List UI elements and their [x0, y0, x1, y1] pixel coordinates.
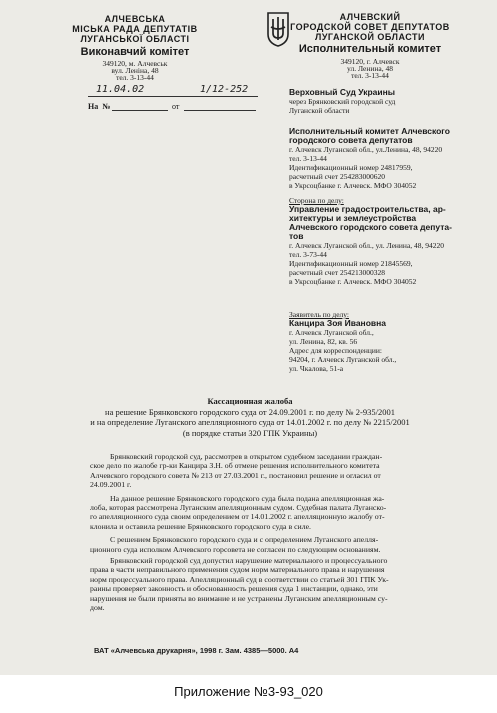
body-p4-line3: норм процессуального права. Апелляционный суд в соответствии со статьей 301 ГПК Ук- [90, 574, 389, 584]
complaint-title [20, 396, 480, 438]
party-name-3: Алчевского городского совета депута- [289, 222, 452, 232]
claimant-name: Канцира Зоя Ивановна [289, 318, 386, 328]
body-p3-line2: ционного суда исполком Алчевского горсовета не согласен по следующим основаниям. [90, 544, 381, 554]
applicant-bank: в Укрсоцбанке г. Алчевск. МФО 304052 [289, 181, 417, 190]
left-address-1: 349120, м. Алчевськ [102, 59, 168, 68]
addressee-via: через Брянковский городской суд [289, 97, 396, 106]
body-p1-line1: Брянковский городской суд, рассмотрев в открытом судебном заседании граждан- [110, 452, 383, 461]
claimant-corr-city: 94204, г. Алчевск Луганской обл., [289, 355, 397, 364]
body-p1-line3: Алчевского городского совета № 213 от 27.03.2001 г., постановил решение и огласил от [90, 470, 381, 480]
claimant-street: ул. Ленина, 82, кв. 56 [289, 337, 358, 346]
party-name-4: тов [289, 231, 304, 241]
right-council-line1: ГОРОДСКОЙ СОВЕТ ДЕПУТАТОВ [290, 22, 450, 32]
claimant-corr-label: Адрес для корреспонденции: [289, 346, 383, 355]
addressee [289, 88, 395, 115]
applicant-id: Идентификационный номер 24817959, [289, 163, 413, 172]
body-p2-line3: го апелляционного суда своим определением от 14.01.2002 г. апелляционную жалобу от- [90, 512, 385, 522]
right-council-line2: ЛУГАНСКОЙ ОБЛАСТИ [315, 32, 425, 42]
party-bank: в Укрсоцбанке г. Алчевск. МФО 304052 [289, 277, 417, 286]
party-name-1: Управление градостроительства, ар- [289, 204, 446, 214]
body-p3-line1: С решением Брянковского городского суда и с определением Луганского апелля- [110, 535, 379, 545]
party-id: Идентификационный номер 21845569, [289, 259, 413, 268]
registration-date: 11.04.02 [96, 84, 145, 95]
right-address-2: ул. Ленина, 48 [347, 64, 393, 73]
party-address: г. Алчевск Луганской обл., ул. Ленина, 48, 94220 [289, 241, 445, 250]
left-council-line2: ЛУГАНСЬКОЇ ОБЛАСТІ [80, 34, 190, 44]
applicant-phone: тел. 3-13-44 [289, 154, 327, 163]
body-p4-line6: дом. [90, 603, 105, 613]
reply-label [88, 102, 110, 111]
addressee-region: Луганской области [289, 106, 350, 115]
body-text [90, 452, 389, 613]
complaint-title-line4: (в порядке статьи 320 ГПК Украины) [182, 427, 318, 438]
printer-imprint: ВАТ «Алчевська друкарня», 1998 г. Зам. 4385—5000. А4 [94, 646, 299, 655]
body-p2-line4: клонила и оставила решение Брянковского городского суда в силе. [90, 521, 312, 531]
addressee-court: Верховный Суд Украины [289, 87, 396, 97]
complaint-title-main: Кассационная жалоба [207, 396, 293, 406]
reply-number-line [112, 110, 168, 111]
claimant-corr-street: ул. Чкалова, 51-а [289, 364, 344, 373]
applicant-name-1: Исполнительный комитет Алчевского [289, 126, 450, 136]
reply-date-line [184, 110, 256, 111]
reply-on-label: На [88, 102, 99, 111]
body-p4-line5: нарушения не были приняты во внимание и не устранены Луганским апелляционным су- [90, 593, 388, 603]
left-committee: Виконавчий комітет [80, 46, 190, 58]
registration-number: 1/12-252 [200, 84, 249, 95]
body-p4-line2: права в части неправильного применения судом норм материального права и нарушения [90, 565, 385, 575]
applicant-name-2: городского совета депутатов [289, 135, 413, 145]
party-phone: тел. 3-73-44 [289, 250, 327, 259]
claimant-city: г. Алчевск Луганской обл., [289, 328, 374, 337]
body-p1-line2: ское дело по жалобе гр-ки Канцира З.Н. об отмене решения исполнительного комитета [90, 461, 380, 471]
applicant-account: расчетный счет 254283000620 [289, 172, 386, 181]
complaint-title-line2: на решение Брянковского городского суда от 24.09.2001 г. по делу № 2-935/2001 [105, 406, 395, 417]
left-city: АЛЧЕВСЬКА [104, 14, 166, 24]
body-p1-line4: 24.09.2001 г. [90, 480, 132, 490]
left-phone: тел. 3-13-44 [116, 73, 154, 82]
body-p4-line4: раины проверяет законность и обоснованность решения суда 1 инстанции, однако, эти [90, 584, 378, 594]
claimant-block [289, 310, 396, 373]
right-city: АЛЧЕВСКИЙ [339, 12, 401, 22]
body-p2-line2: лоба, которая рассмотрена Луганским апелляционным судом. Судебная палата Луганско- [90, 503, 387, 513]
right-address-1: 349120, г. Алчевск [340, 57, 400, 66]
party-account: расчетный счет 254213000328 [289, 268, 386, 277]
right-committee: Исполнительный комитет [298, 43, 442, 55]
appendix-caption: Приложение №3-93_020 [174, 684, 323, 699]
claimant-label: Заявитель по делу: [289, 310, 349, 319]
complaint-title-line3: и на определение Луганского апелляционного суда от 14.01.2002 г. по делу № 2215/2001 [90, 417, 410, 427]
right-phone: тел. 3-13-44 [351, 71, 389, 80]
body-p4-line1: Брянковский городской суд допустил нарушение материального и процессуального [110, 556, 388, 566]
party-label: Сторона по делу: [289, 196, 344, 205]
applicant-block [289, 127, 450, 190]
left-council-line1: МІСЬКА РАДА ДЕПУТАТІВ [72, 24, 198, 34]
registration-line-1 [88, 96, 258, 97]
number-sign: № [102, 102, 111, 111]
party-block [289, 196, 452, 286]
from-label: от [172, 102, 180, 111]
party-name-2: хитектуры и землеустройства [289, 213, 417, 223]
left-address-2: вул. Леніна, 48 [111, 66, 159, 75]
body-p2-line1: На данное решение Брянковского городского суда была подана апелляционная жа- [110, 493, 385, 503]
applicant-address: г. Алчевск Луганской обл., ул.Ленина, 48, 94220 [289, 145, 443, 154]
